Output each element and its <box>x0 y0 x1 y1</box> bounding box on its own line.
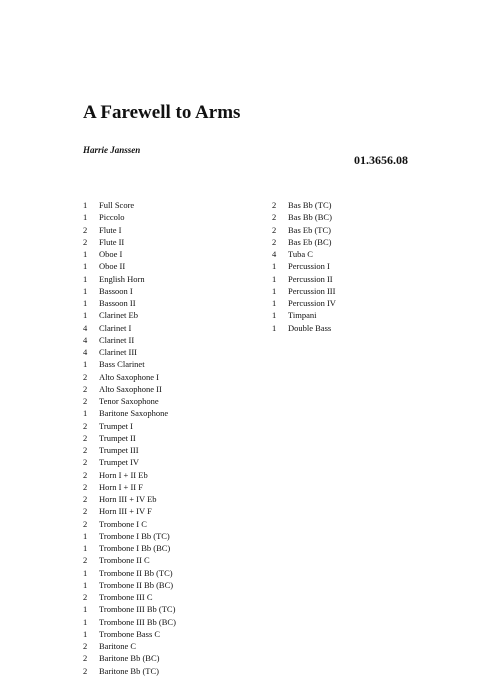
part-name: Percussion IV <box>288 298 336 308</box>
part-row <box>83 481 176 493</box>
part-name: Alto Saxophone I <box>99 371 159 382</box>
part-quantity: 2 <box>83 518 88 529</box>
part-name: Alto Saxophone II <box>99 383 162 394</box>
part-name: Bas Bb (BC) <box>288 212 332 223</box>
part-name: Tenor Saxophone <box>99 396 159 406</box>
part-quantity: 1 <box>272 261 277 272</box>
part-name: Horn III + IV Eb <box>99 494 157 504</box>
part-name: Clarinet III <box>99 347 137 357</box>
part-name: Baritone Saxophone <box>99 408 169 419</box>
part-name: English Horn <box>99 273 145 284</box>
part-row <box>83 358 176 370</box>
part-row <box>83 383 176 395</box>
part-row <box>83 542 176 554</box>
part-name: Baritone C <box>99 641 137 651</box>
part-quantity: 2 <box>83 641 88 651</box>
part-row <box>83 346 176 358</box>
part-quantity: 1 <box>83 628 88 639</box>
part-quantity: 2 <box>83 665 88 676</box>
part-quantity: 2 <box>272 200 277 210</box>
part-name: Trumpet IV <box>99 457 140 468</box>
part-row <box>272 309 336 321</box>
part-row <box>272 322 336 334</box>
catalog-number: 01.3656.08 <box>354 153 408 167</box>
part-quantity: 1 <box>83 261 88 272</box>
part-row <box>83 236 176 248</box>
part-row <box>83 334 176 346</box>
part-row <box>83 322 176 334</box>
part-name: Percussion I <box>288 261 330 272</box>
part-quantity: 1 <box>272 310 277 321</box>
part-quantity: 2 <box>83 236 88 247</box>
part-row <box>83 628 176 640</box>
part-row <box>83 211 176 223</box>
part-row <box>272 297 336 309</box>
part-name: Trombone III Bb (BC) <box>99 616 176 627</box>
part-quantity: 1 <box>83 579 88 590</box>
part-name: Clarinet II <box>99 334 135 345</box>
composer-name: Harrie Janssen <box>83 145 141 155</box>
part-row <box>83 273 176 285</box>
part-quantity: 1 <box>83 310 88 321</box>
part-quantity: 1 <box>83 359 88 370</box>
part-quantity: 4 <box>83 322 88 333</box>
part-row <box>272 211 336 223</box>
part-row <box>83 640 176 652</box>
part-quantity: 4 <box>83 347 88 357</box>
part-row <box>83 432 176 444</box>
part-name: Horn III + IV F <box>99 506 152 517</box>
part-row <box>272 236 336 248</box>
part-quantity: 2 <box>272 212 277 223</box>
part-quantity: 2 <box>83 592 88 602</box>
part-row <box>83 309 176 321</box>
part-quantity: 2 <box>83 420 88 431</box>
part-quantity: 2 <box>83 555 88 566</box>
part-quantity: 1 <box>83 249 88 259</box>
part-row <box>83 530 176 542</box>
part-name: Trumpet III <box>99 445 139 455</box>
part-quantity: 2 <box>83 506 88 517</box>
part-row <box>83 285 176 297</box>
part-quantity: 4 <box>83 334 88 345</box>
part-name: Trombone III Bb (TC) <box>99 604 176 615</box>
part-row <box>83 371 176 383</box>
part-name: Bas Bb (TC) <box>288 200 332 210</box>
part-quantity: 1 <box>83 273 88 284</box>
part-name: Oboe II <box>99 261 126 272</box>
part-name: Percussion II <box>288 273 333 284</box>
parts-list-left <box>83 199 176 677</box>
part-row <box>83 616 176 628</box>
parts-list-right <box>272 199 336 334</box>
part-quantity: 1 <box>83 212 88 223</box>
part-name: Full Score <box>99 200 135 210</box>
part-quantity: 2 <box>83 445 88 455</box>
part-name: Trombone Bass C <box>99 628 161 639</box>
part-row <box>83 260 176 272</box>
part-quantity: 1 <box>272 322 277 333</box>
part-row <box>83 505 176 517</box>
part-quantity: 2 <box>83 494 88 504</box>
part-quantity: 1 <box>83 530 88 541</box>
part-name: Trombone I C <box>99 518 147 529</box>
part-name: Timpani <box>288 310 317 321</box>
part-row <box>83 554 176 566</box>
part-name: Piccolo <box>99 212 125 223</box>
part-name: Trombone I Bb (TC) <box>99 530 170 541</box>
part-quantity: 2 <box>83 457 88 468</box>
part-row <box>83 224 176 236</box>
part-name: Baritone Bb (TC) <box>99 665 159 676</box>
part-quantity: 1 <box>272 273 277 284</box>
part-name: Trombone II Bb (TC) <box>99 567 173 578</box>
part-row <box>272 273 336 285</box>
part-row <box>83 199 176 211</box>
part-row <box>83 395 176 407</box>
part-quantity: 2 <box>83 469 88 480</box>
part-name: Bass Clarinet <box>99 359 145 370</box>
part-row <box>83 652 176 664</box>
part-name: Clarinet Eb <box>99 310 138 321</box>
part-row <box>83 248 176 260</box>
part-quantity: 2 <box>83 481 88 492</box>
part-name: Trombone II Bb (BC) <box>99 579 174 590</box>
part-row <box>272 260 336 272</box>
part-quantity: 1 <box>83 200 88 210</box>
part-name: Tuba C <box>288 249 313 259</box>
part-quantity: 2 <box>83 371 88 382</box>
part-quantity: 1 <box>272 285 277 296</box>
part-name: Bas Eb (BC) <box>288 236 332 247</box>
part-row <box>83 603 176 615</box>
part-quantity: 2 <box>83 432 88 443</box>
part-quantity: 2 <box>83 396 88 406</box>
part-quantity: 1 <box>83 543 88 553</box>
part-row <box>83 407 176 419</box>
part-quantity: 2 <box>272 236 277 247</box>
part-name: Trombone III C <box>99 592 153 602</box>
part-name: Clarinet I <box>99 322 132 333</box>
part-row <box>272 285 336 297</box>
part-quantity: 1 <box>83 408 88 419</box>
part-name: Percussion III <box>288 285 336 296</box>
part-quantity: 1 <box>272 298 277 308</box>
part-row <box>83 420 176 432</box>
part-name: Double Bass <box>288 322 332 333</box>
part-quantity: 2 <box>83 653 88 664</box>
part-row <box>83 493 176 505</box>
part-name: Oboe I <box>99 249 123 259</box>
part-name: Bassoon I <box>99 285 133 296</box>
part-name: Horn I + II F <box>99 481 143 492</box>
part-row <box>83 579 176 591</box>
part-row <box>83 456 176 468</box>
part-quantity: 1 <box>83 298 88 308</box>
part-name: Trombone I Bb (BC) <box>99 543 171 553</box>
page-title: A Farewell to Arms <box>83 102 241 123</box>
part-name: Trombone II C <box>99 555 150 566</box>
part-name: Bassoon II <box>99 298 136 308</box>
part-name: Trumpet I <box>99 420 133 431</box>
part-row <box>83 665 176 677</box>
part-row <box>83 591 176 603</box>
part-name: Bas Eb (TC) <box>288 224 331 235</box>
part-name: Flute II <box>99 236 125 247</box>
part-name: Trumpet II <box>99 432 136 443</box>
part-row <box>83 469 176 481</box>
part-row <box>83 297 176 309</box>
part-row <box>272 248 336 260</box>
part-name: Baritone Bb (BC) <box>99 653 160 664</box>
part-row <box>83 444 176 456</box>
part-row <box>272 199 336 211</box>
part-quantity: 2 <box>83 383 88 394</box>
part-row <box>272 224 336 236</box>
part-row <box>83 518 176 530</box>
part-name: Horn I + II Eb <box>99 469 148 480</box>
part-quantity: 2 <box>83 224 88 235</box>
part-quantity: 1 <box>83 604 88 615</box>
part-name: Flute I <box>99 224 122 235</box>
part-quantity: 1 <box>83 567 88 578</box>
part-quantity: 1 <box>83 616 88 627</box>
part-quantity: 1 <box>83 285 88 296</box>
part-row <box>83 567 176 579</box>
part-quantity: 2 <box>272 224 277 235</box>
part-quantity: 4 <box>272 249 277 259</box>
